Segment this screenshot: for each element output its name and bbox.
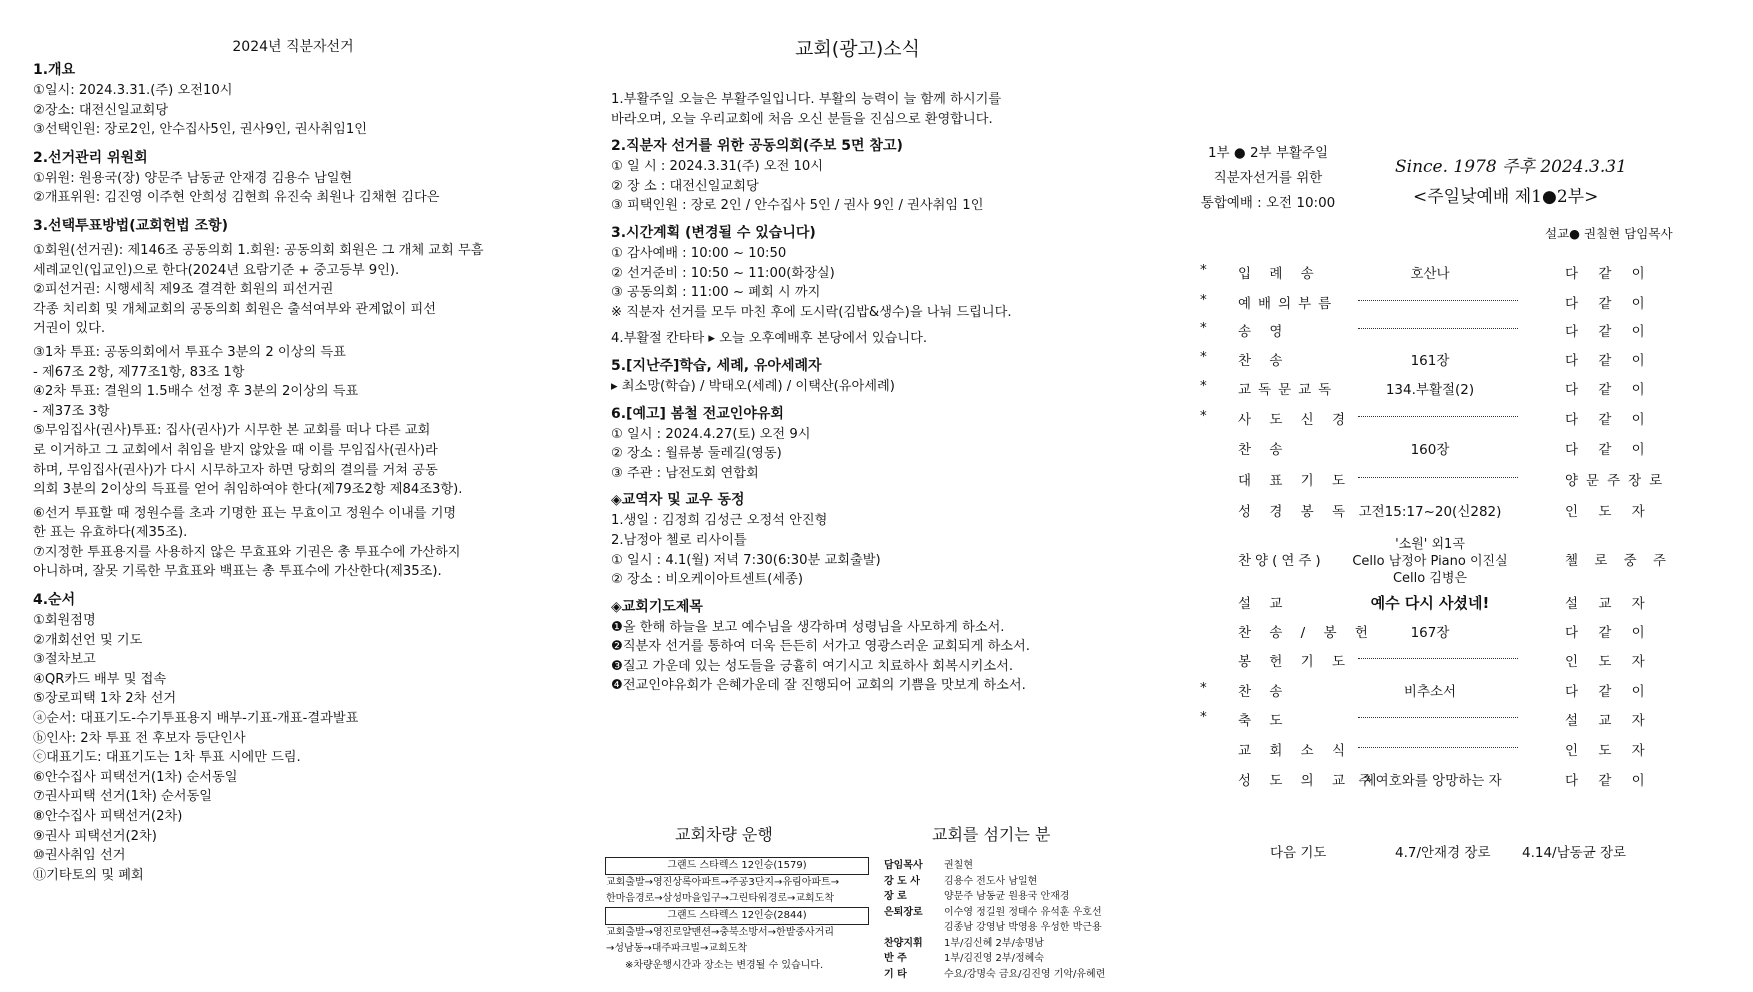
standing-mark: * xyxy=(1200,349,1207,365)
election-column xyxy=(33,36,553,885)
text-line: ⑥선거 투표할 때 정원수를 초과 기명한 표는 무효이고 정원수 이내를 기명 xyxy=(33,505,457,521)
worship-row xyxy=(1200,739,1700,761)
standing-mark: * xyxy=(1200,408,1207,424)
section-order-heading: 4.순서 xyxy=(33,592,76,609)
service-name: <주일낮예배 제1●2부> xyxy=(1413,187,1599,207)
notice-members-list xyxy=(611,511,1141,589)
text-line: ① 감사예배 : 10:00 ~ 10:50 xyxy=(611,245,787,261)
text-line: ❶올 한해 하늘을 보고 예수님을 생각하며 성령님을 사모하게 하소서. xyxy=(611,619,1005,635)
text-line: 교회출발→영진로얄맨션→충북소방서→한밭중사거리 xyxy=(606,927,834,938)
dotted-leader xyxy=(1358,739,1518,748)
worship-item-leader: 다 같 이 xyxy=(1565,266,1653,282)
notice-picnic-heading: 6.[예고] 봄철 전교인야유회 xyxy=(611,405,784,422)
text-line: 의회 3분의 2이상의 득표를 얻어 취임하여야 한다(제79조2항 제84조3항). xyxy=(33,482,463,498)
worship-item-name: 찬 송 xyxy=(1238,442,1290,458)
text-line: ① 일 시 : 2024.3.31(주) 오전 10시 xyxy=(611,159,824,175)
worship-item-name: 송 영 xyxy=(1238,324,1290,340)
notice-prayer-heading: ◈교회기도제목 xyxy=(611,598,703,615)
vehicle-title: 교회차량 운행 xyxy=(675,825,773,844)
text-line: 하며, 무임집사(권사)가 다시 시무하고자 하면 당회의 결의를 거쳐 공동 xyxy=(33,462,438,478)
worship-row xyxy=(1200,500,1700,522)
choir-name: 찬양(연주) xyxy=(1238,553,1325,569)
server-names: 김종남 강영남 박영용 우성한 박근용 xyxy=(944,922,1102,933)
worship-item-name: 성 도 의 교 제 xyxy=(1238,773,1384,789)
server-names: 양문주 남동균 원용국 안재경 xyxy=(944,891,1070,902)
server-row xyxy=(884,905,1144,921)
section-overview-heading: 1.개요 xyxy=(33,62,76,78)
text-line: ⑤무임집사(권사)투표: 집사(권사)가 시무한 본 교회를 떠나 다른 교회 xyxy=(33,423,431,439)
server-row xyxy=(884,874,1144,890)
text-line: ❹전교인야유회가 은혜가운데 잘 진행되어 교회의 기쁨을 맛보게 하소서. xyxy=(611,678,1026,694)
text-line: ②개표위원: 김진영 이주현 안희성 김현희 유진숙 최원나 김채현 김다은 xyxy=(33,190,440,206)
text-line: 로 이거하고 그 교회에서 취임을 받지 않았을 때 이를 무임집사(권사)라 xyxy=(33,442,438,458)
text-line: ② 선거준비 : 10:50 ~ 11:00(화장실) xyxy=(611,265,835,281)
text-line: ②피선거권: 시행세칙 제9조 결격한 회원의 피선거권 xyxy=(33,282,334,298)
worship-item-name: 입 례 송 xyxy=(1238,266,1321,282)
text-line: ②장소: 대전신일교회당 xyxy=(33,102,169,118)
service-header xyxy=(1188,141,1348,216)
notice-baptism-heading: 5.[지난주]학습, 세례, 유아세례자 xyxy=(611,357,822,374)
text-line: 2.남정아 첼로 리사이틀 xyxy=(611,532,747,548)
notice-cantata: 4.부활절 칸타타 ▸ 오늘 오후예배후 본당에서 있습니다. xyxy=(611,331,928,347)
section-committee-heading: 2.선거관리 위원회 xyxy=(33,149,148,166)
worship-row xyxy=(1200,438,1700,460)
text-line: ② 장 소 : 대전신일교회당 xyxy=(611,178,759,194)
server-row xyxy=(884,889,1144,905)
server-names: 1부/김신혜 2부/송명남 xyxy=(944,937,1044,949)
overview-list xyxy=(33,81,553,140)
text-line: ①위원: 원용국(장) 양문주 남동균 안재경 김용수 남일현 xyxy=(33,170,353,186)
worship-item-name: 찬 송 xyxy=(1238,684,1290,700)
server-names: 이수영 정길원 정태수 유석훈 우호선 xyxy=(944,906,1102,918)
server-names: 김용수 전도사 남일현 xyxy=(944,875,1038,887)
text-line: ❸질고 가운데 있는 성도들을 긍휼히 여기시고 치료하사 회복시키소서. xyxy=(611,658,1014,674)
worship-item-detail: 167장 xyxy=(1410,625,1450,641)
server-row xyxy=(884,858,1144,874)
worship-row xyxy=(1200,680,1700,702)
text-line: ①회원(선거권): 제146조 공동의회 1.회원: 공동의회 회원은 그 개체 교회 무흠 xyxy=(33,242,484,258)
news-title: 교회(광고)소식 xyxy=(795,38,920,60)
worship-item-leader: 다 같 이 xyxy=(1565,324,1653,340)
text-line: ④QR카드 배부 및 접속 xyxy=(33,671,167,687)
standing-mark: * xyxy=(1200,378,1207,394)
choir-detail: '소원' 외1곡 xyxy=(1395,537,1465,552)
worship-item-detail: 고전15:17~20(신282) xyxy=(1358,504,1502,520)
server-row xyxy=(884,920,1144,936)
text-line: 아니하며, 잘못 기록한 무효표와 백표는 총 투표수에 가산한다(제35조). xyxy=(33,564,442,580)
worship-item-detail: 160장 xyxy=(1410,442,1450,458)
section-voting-heading: 3.선택투표방법(교회헌법 조항) xyxy=(33,217,229,234)
worship-row xyxy=(1200,292,1700,314)
notice-members-heading: ◈교역자 및 교우 동정 xyxy=(611,492,745,509)
preacher-line: 설교● 권칠현 담임목사 xyxy=(1545,226,1673,241)
worship-item-name: 설 교 xyxy=(1238,596,1290,612)
text-line: ⑪기타토의 및 폐회 xyxy=(33,867,144,883)
text-line: 세례교인(입교인)으로 한다(2024년 요람기준 + 중고등부 9인). xyxy=(33,262,400,278)
worship-item-name: 축 도 xyxy=(1238,713,1290,729)
choir-row xyxy=(1200,533,1700,593)
text-line: ③선택인원: 장로2인, 안수집사5인, 권사9인, 권사취임1인 xyxy=(33,122,367,138)
worship-row xyxy=(1200,378,1700,400)
dotted-leader xyxy=(1358,469,1518,478)
servers-title: 교회를 섬기는 분 xyxy=(932,825,1051,844)
text-line: ⑩권사취임 선거 xyxy=(33,848,126,864)
server-row xyxy=(884,951,1144,967)
notice-picnic-list xyxy=(611,425,1141,484)
next-prayer-2: 4.14/남동균 장로 xyxy=(1522,845,1627,861)
worship-row xyxy=(1200,592,1700,614)
text-line: ③ 공동의회 : 11:00 ~ 폐회 시 까지 xyxy=(611,285,821,301)
text-line: ⑥안수집사 피택선거(1차) 순서동일 xyxy=(33,769,238,785)
worship-item-detail: 예수 다시 사셨네! xyxy=(1370,594,1490,612)
worship-item-leader: 다 같 이 xyxy=(1565,442,1653,458)
server-names: 수요/강명숙 금요/김진영 기악/유혜련 xyxy=(944,968,1106,980)
worship-item-leader: 다 같 이 xyxy=(1565,412,1653,428)
worship-item-name: 찬 송 xyxy=(1238,353,1290,369)
worship-item-detail: 주 여호와를 앙망하는 자 xyxy=(1358,773,1502,789)
server-names: 권칠현 xyxy=(944,860,973,871)
dotted-leader xyxy=(1358,650,1518,659)
text-line: - 제37조 3항 xyxy=(33,403,110,419)
choir-detail: Cello 남정아 Piano 이진실 xyxy=(1352,554,1508,569)
text-line: ③절차보고 xyxy=(33,652,96,668)
worship-item-leader: 다 같 이 xyxy=(1565,353,1653,369)
standing-mark: * xyxy=(1200,292,1207,308)
worship-item-name: 사 도 신 경 xyxy=(1238,412,1353,428)
notice-meeting-heading: 2.직분자 선거를 위한 공동의회(주보 5면 참고) xyxy=(611,138,903,155)
choir-leader: 첼 로 중 주 xyxy=(1565,553,1673,569)
text-line: ② 장소 : 월류봉 둘레길(영동) xyxy=(611,446,782,462)
worship-item-detail: 비추소서 xyxy=(1403,684,1457,700)
servers-list xyxy=(884,858,1144,982)
voting-rights-text xyxy=(33,241,553,339)
notice-schedule-heading: 3.시간계획 (변경될 수 있습니다) xyxy=(611,224,816,241)
text-line: ※ 직분자 선거를 모두 마친 후에 도시락(김밥&생수)을 나눠 드립니다. xyxy=(611,304,1012,320)
text-line: 각종 치리회 및 개체교회의 공동의회 회원은 출석여부와 관계없이 피선 xyxy=(33,301,436,317)
server-row xyxy=(884,936,1144,952)
notice-schedule-list xyxy=(611,244,1141,322)
text-line: 1.생일 : 김정희 김성근 오정석 안진형 xyxy=(611,513,828,529)
worship-item-leader: 다 같 이 xyxy=(1565,296,1653,312)
text-line: ⑦권사피택 선거(1차) 순서동일 xyxy=(33,789,213,805)
text-line: - 제67조 2항, 제77조1항, 83조 1항 xyxy=(33,364,245,380)
worship-item-name: 교 회 소 식 xyxy=(1238,743,1353,759)
text-line: →성남동→대주파크빌→교회도착 xyxy=(606,943,748,954)
text-line: ⑤장로피택 1차 2차 선거 xyxy=(33,691,177,707)
election-title: 2024년 직분자선거 xyxy=(232,39,354,55)
worship-item-name: 대 표 기 도 xyxy=(1238,473,1353,489)
order-list xyxy=(33,611,553,885)
text-line: ④2차 투표: 결원의 1.5배수 선정 후 3분의 2이상의 득표 xyxy=(33,384,359,400)
text-line: 통합예배 : 오전 10:00 xyxy=(1200,195,1336,211)
worship-item-leader: 양문주장로 xyxy=(1565,473,1671,489)
worship-item-leader: 인 도 자 xyxy=(1565,504,1653,520)
text-line: ③1차 투표: 공동의회에서 투표수 3분의 2 이상의 득표 xyxy=(33,344,346,360)
server-row xyxy=(884,967,1144,983)
server-names: 1부/김진영 2부/정혜숙 xyxy=(944,953,1044,964)
server-role: 강 도 사 xyxy=(884,875,920,887)
committee-list xyxy=(33,169,553,208)
worship-item-leader: 인 도 자 xyxy=(1565,743,1653,759)
worship-item-detail: 호산나 xyxy=(1410,266,1450,282)
text-line: ①일시: 2024.3.31.(주) 오전10시 xyxy=(33,83,233,98)
notice-prayer-list xyxy=(611,618,1141,696)
text-line: ⑨권사 피택선거(2차) xyxy=(33,828,157,844)
worship-item-name: 찬 송 / 봉 헌 xyxy=(1238,625,1375,641)
text-line: ⓒ대표기도: 대표기도는 1차 투표 시에만 드림. xyxy=(33,750,301,766)
text-line: ⓑ인사: 2차 투표 전 후보자 등단인사 xyxy=(33,730,246,746)
ballot-rules-text xyxy=(33,504,553,582)
text-line: ③ 주관 : 남전도회 연합회 xyxy=(611,465,759,481)
worship-row xyxy=(1200,408,1700,430)
notice-meeting-list xyxy=(611,157,1141,216)
choir-detail: Cello 김병은 xyxy=(1392,571,1468,586)
dotted-leader xyxy=(1358,408,1518,417)
worship-item-leader: 다 같 이 xyxy=(1565,625,1653,641)
worship-item-leader: 다 같 이 xyxy=(1565,773,1653,789)
text-line: ⑧안수집사 피택선거(2차) xyxy=(33,809,183,824)
voting-rounds-text xyxy=(33,343,553,500)
worship-row xyxy=(1200,709,1700,731)
text-line: ②개회선언 및 기도 xyxy=(33,632,143,648)
text-line: ⑦지정한 투표용지를 사용하지 않은 무효표와 기권은 총 투표수에 가산하지 xyxy=(33,544,461,560)
worship-item-leader: 다 같 이 xyxy=(1565,382,1653,398)
worship-item-detail: 161장 xyxy=(1410,353,1450,369)
worship-item-name: 봉 헌 기 도 xyxy=(1238,654,1353,670)
worship-item-name: 교독문교독 xyxy=(1238,382,1339,398)
worship-item-name: 성 경 봉 독 xyxy=(1238,504,1353,520)
dotted-leader xyxy=(1358,292,1518,301)
vehicle-note: ※차량운행시간과 장소는 변경될 수 있습니다. xyxy=(625,960,824,971)
vehicle-2-box: 그랜드 스타렉스 12인승(2844) xyxy=(605,907,869,925)
vehicle-1-route xyxy=(606,875,839,907)
dotted-leader xyxy=(1358,709,1518,718)
text-line: ③ 피택인원 : 장로 2인 / 안수집사 5인 / 권사 9인 / 권사취임 1인 xyxy=(611,198,984,214)
text-line: ❷직분자 선거를 통하여 더욱 든든히 서가고 영광스러운 교회되게 하소서. xyxy=(611,639,1030,655)
text-line: 거권이 있다. xyxy=(33,321,106,337)
worship-row xyxy=(1200,262,1700,284)
standing-mark: * xyxy=(1200,680,1207,696)
text-line: 1부 ● 2부 부활주일 xyxy=(1207,145,1329,161)
server-role: 반 주 xyxy=(884,953,907,964)
worship-row xyxy=(1200,349,1700,371)
text-line: ⓐ순서: 대표기도-수기투표용지 배부-기표-개표-결과발표 xyxy=(33,711,359,727)
worship-item-leader: 다 같 이 xyxy=(1565,684,1653,700)
worship-row xyxy=(1200,469,1700,491)
worship-row xyxy=(1200,320,1700,342)
worship-item-leader: 설 교 자 xyxy=(1565,596,1653,612)
dotted-leader xyxy=(1358,320,1518,329)
text-line: ①회원점명 xyxy=(33,613,96,629)
vehicle-2-route xyxy=(606,925,834,957)
text-line: 바라오며, 오늘 우리교회에 처음 오신 분들을 진심으로 환영합니다. xyxy=(611,111,993,127)
standing-mark: * xyxy=(1200,709,1207,725)
server-role: 장 로 xyxy=(884,891,907,902)
server-role: 담임목사 xyxy=(884,860,923,871)
text-line: 1.부활주일 오늘은 부활주일입니다. 부활의 능력이 늘 함께 하시기를 xyxy=(611,92,1002,107)
server-role: 기 타 xyxy=(884,968,907,980)
text-line: 한마음경로→삼성마을입구→그린타워경로→교회도착 xyxy=(606,893,834,904)
text-line: ① 일시 : 4.1(월) 저녁 7:30(6:30분 교회출발) xyxy=(611,552,881,568)
next-prayer-1: 4.7/안재경 장로 xyxy=(1395,845,1491,861)
standing-mark: * xyxy=(1200,320,1207,336)
notice-easter xyxy=(611,90,1141,129)
text-line: ② 장소 : 비오케이아트센트(세종) xyxy=(611,572,803,588)
server-role: 은퇴장로 xyxy=(884,906,923,918)
worship-item-leader: 설 교 자 xyxy=(1565,713,1653,729)
worship-row xyxy=(1200,650,1700,672)
standing-mark: * xyxy=(1200,262,1207,278)
next-prayer-label: 다음 기도 xyxy=(1270,845,1327,861)
worship-item-name: 예배의부름 xyxy=(1238,296,1339,312)
worship-row xyxy=(1200,621,1700,643)
text-line: 한 표는 유효하다(제35조). xyxy=(33,525,188,541)
since-line: Since. 1978 주후 2024.3.31 xyxy=(1395,157,1627,177)
notice-baptism-text: ▸ 최소망(학습) / 박태오(세례) / 이택산(유아세례) xyxy=(611,378,895,394)
worship-row xyxy=(1200,769,1700,791)
news-column xyxy=(611,90,1141,703)
text-line: 교회출발→영진상록아파트→주공3단지→유림아파트→ xyxy=(606,877,840,888)
vehicle-1-box: 그랜드 스타렉스 12인승(1579) xyxy=(605,857,869,875)
worship-item-leader: 인 도 자 xyxy=(1565,654,1653,670)
text-line: ① 일시 : 2024.4.27(토) 오전 9시 xyxy=(611,426,811,442)
worship-item-detail: 134.부활절(2) xyxy=(1385,382,1475,398)
text-line: 직분자선거를 위한 xyxy=(1213,170,1323,186)
server-role: 찬양지휘 xyxy=(884,937,923,949)
